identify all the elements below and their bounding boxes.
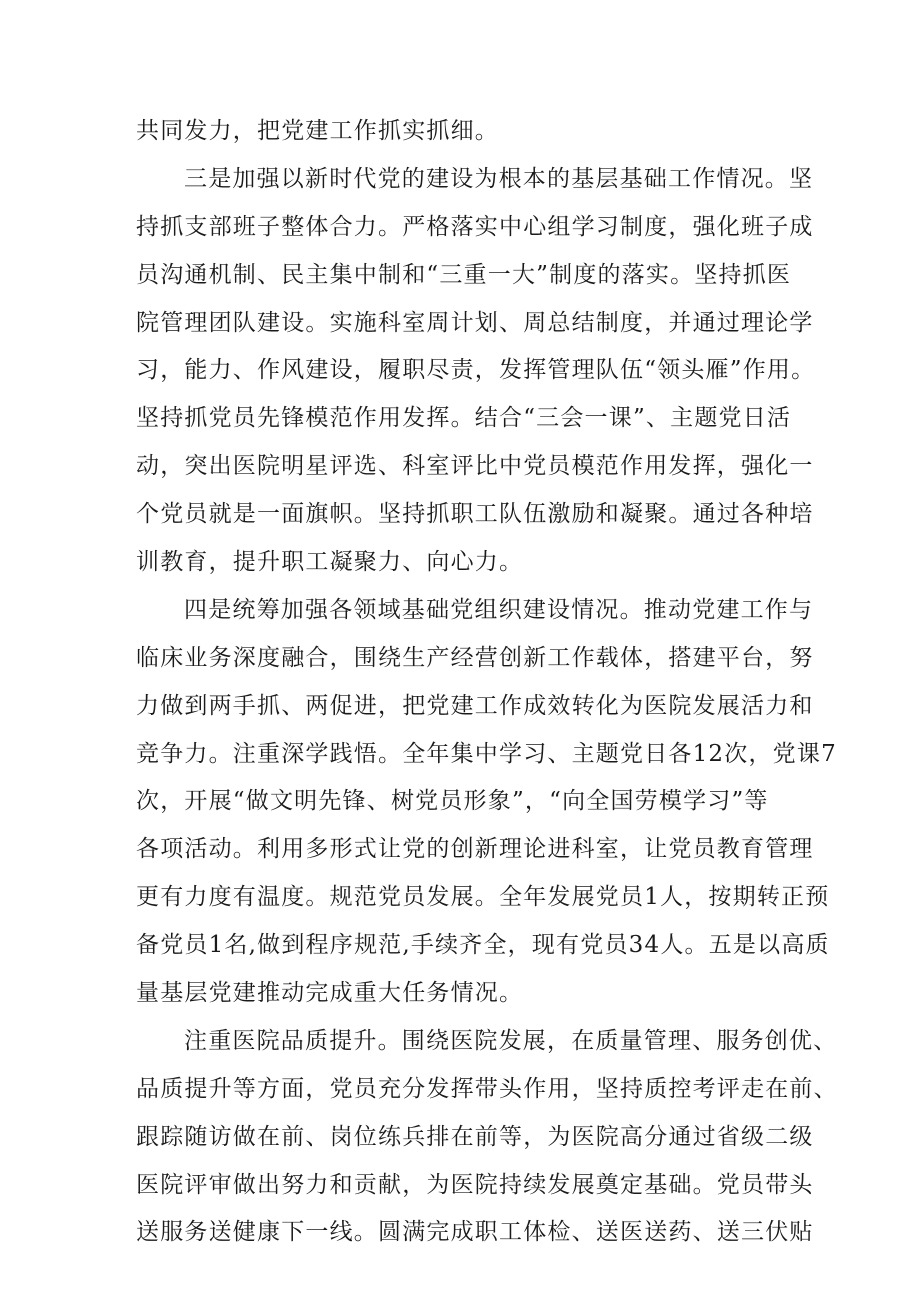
- document-line: 医院评审做出努力和贡献，为医院持续发展奠定基础。党员带头: [136, 1171, 814, 1198]
- document-line: 训教育，提升职工凝聚力、向心力。: [136, 549, 524, 576]
- document-line: 量基层党建推动完成重大任务情况。: [136, 980, 524, 1007]
- document-line: 动，突出医院明星评选、科室评比中党员模范作用发挥，强化一: [136, 453, 814, 480]
- document-line: 临床业务深度融合，围绕生产经营创新工作载体，搭建平台，努: [136, 644, 814, 671]
- document-line: 四是统筹加强各领域基础党组织建设情况。推动党建工作与: [184, 596, 814, 623]
- document-line: 次，开展“做文明先锋、树党员形象”，“向全国劳模学习”等: [136, 788, 769, 815]
- document-line: 共同发力，把党建工作抓实抓细。: [136, 118, 499, 144]
- document-line: 员沟通机制、民主集中制和“三重一大”制度的落实。坚持抓医: [136, 261, 792, 288]
- document-line: 持抓支部班子整体合力。严格落实中心组学习制度，强化班子成: [136, 213, 814, 240]
- document-line: 竞争力。注重深学践悟。全年集中学习、主题党日各12次，党课7: [136, 740, 837, 767]
- document-line: 跟踪随访做在前、岗位练兵排在前等，为医院高分通过省级二级: [136, 1123, 814, 1150]
- document-line: 备党员1名,做到程序规范,手续齐全，现有党员34人。五是以高质: [136, 932, 830, 959]
- document-line: 力做到两手抓、两促进，把党建工作成效转化为医院发展活力和: [136, 692, 814, 719]
- document-line: 习，能力、作风建设，履职尽责，发挥管理队伍“领头雁”作用。: [136, 357, 816, 384]
- document-line: 院管理团队建设。实施科室周计划、周总结制度，并通过理论学: [136, 309, 814, 336]
- document-line: 各项活动。利用多形式让党的创新理论进科室，让党员教育管理: [136, 836, 814, 863]
- document-line: 三是加强以新时代党的建设为根本的基层基础工作情况。坚: [184, 165, 814, 192]
- document-line: 个党员就是一面旗帜。坚持抓职工队伍激励和凝聚。通过各种培: [136, 501, 814, 528]
- document-line: 品质提升等方面，党员充分发挥带头作用，坚持质控考评走在前、: [136, 1075, 838, 1102]
- document-body: [136, 108, 838, 1257]
- document-line: 送服务送健康下一线。圆满完成职工体检、送医送药、送三伏贴: [136, 1219, 814, 1246]
- document-line: 注重医院品质提升。围绕医院发展，在质量管理、服务创优、: [184, 1027, 838, 1054]
- document-line: 坚持抓党员先锋模范作用发挥。结合“三会一课”、主题党日活: [136, 405, 792, 432]
- document-line: 更有力度有温度。规范党员发展。全年发展党员1人，按期转正预: [136, 884, 830, 911]
